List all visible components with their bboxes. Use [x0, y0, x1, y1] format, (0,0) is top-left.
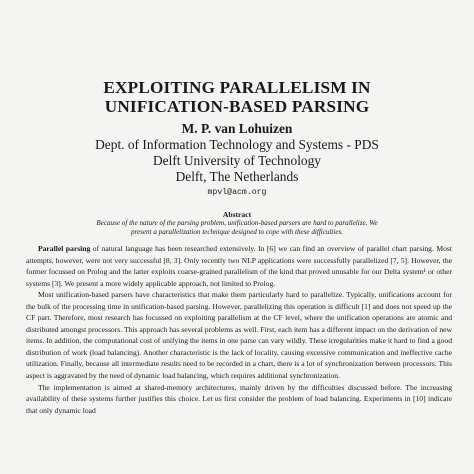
- paper-title: [0, 78, 474, 116]
- abstract-line-2: present a parallelization technique designed to cope with these difficulties.: [130, 228, 344, 236]
- affiliation-city: Delft, The Netherlands: [175, 169, 299, 184]
- paper-header: [0, 78, 474, 199]
- abstract-line-1: Because of the nature of the parsing problem, unification-based parsers are hard to parallelize. We: [96, 219, 378, 227]
- affiliation-department: Dept. of Information Technology and Systems - PDS: [95, 137, 379, 152]
- author-email: mpvl@acm.org: [207, 188, 267, 197]
- body-paragraph-3: The implementation is aimed at shared-memory architectures, mainly driven by the difficulties discussed before. The increasing availability of these systems further justifies this choice. Let us first consider the problem of load balancing. Experiments in [10] indicate that only dynamic load: [26, 382, 452, 415]
- author-block: [0, 121, 474, 185]
- affiliation-university: Delft University of Technology: [152, 153, 322, 168]
- author-name: M. P. van Lohuizen: [181, 121, 293, 136]
- paper-body: [26, 243, 452, 416]
- body-paragraph-2: Most unification-based parsers have characteristics that make them particularly hard to parallelize. Typically, unifications account for the bulk of the processing time in unification-based parsing. However, parallelizing this operation is difficult [1] and does not speed up the CF part. Therefore, most research has focussed on exploiting parallelism at the CF level, where the unification operations are atomic and distributed amongst processors. This approach has several problems as well. First, each item has a different impact on the derivation of new items. In addition, the computational cost of unifying the items in one parse can vary wildly. These irregularities make it hard to find a good distribution of work (load balancing). Another characteristic is the lack of locality, causing excessive communication and ineffective cache utilization. Finally, because all intermediate results need to be recorded in a chart, there is a lot of synchronization between processors. This aspect is aggravated by the need of dynamic load balancing, which requires additional synchronization.: [26, 290, 452, 381]
- title-line-2: UNIFICATION-BASED PARSING: [104, 97, 370, 116]
- title-line-1: EXPLOITING PARALLELISM IN: [103, 78, 371, 97]
- abstract-heading: Abstract: [222, 210, 252, 219]
- body-paragraph-1: [26, 243, 452, 289]
- paragraph-1-text: of natural language has been researched extensively. In [6] we can find an overview of parallel chart parsing. Most attempts, however, were not very successful [8, 3]. Only recently two NLP applications were successfully parallelized [7, 5]. However, the former focussed on Prolog and the latter exploits coarse-grained parallelism of the kind that proved unusable for our Delta system¹ or other systems [3]. We present a more widely applicable approach, not limited to Prolog.: [26, 244, 452, 288]
- abstract-text: [54, 219, 420, 237]
- paragraph-lead: Parallel parsing: [38, 244, 91, 253]
